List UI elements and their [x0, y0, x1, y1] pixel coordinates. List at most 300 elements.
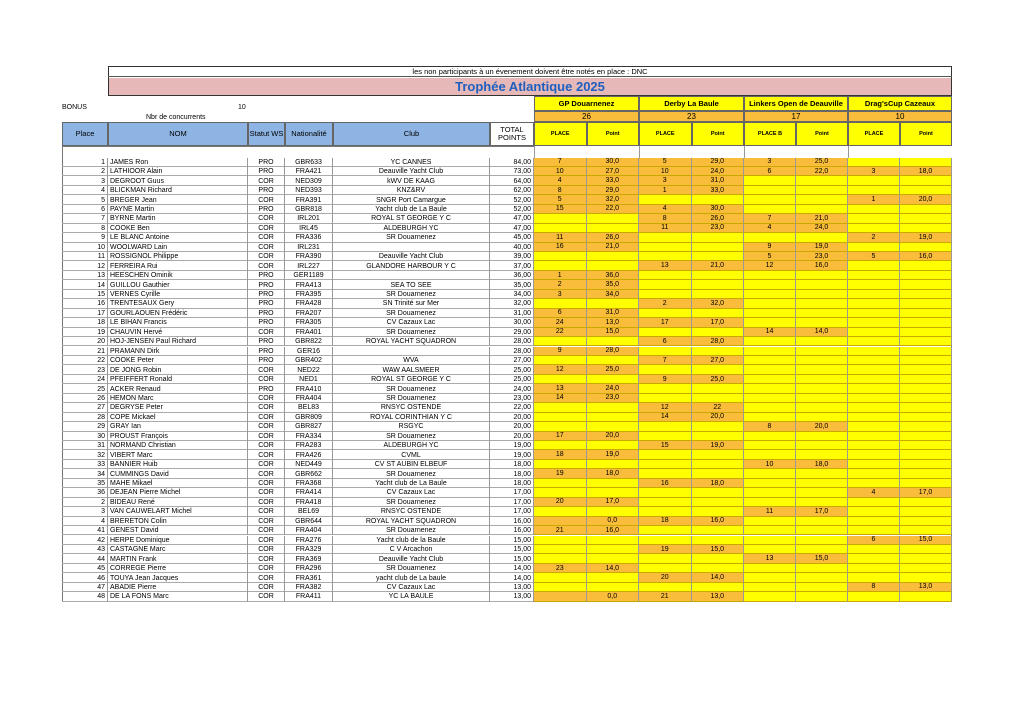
event-point-cell [692, 309, 745, 318]
event-name: Linkers Open de Deauville [744, 96, 848, 111]
name-cell: PAYNE Martin [108, 205, 248, 214]
event-place-cell [639, 469, 692, 478]
total-cell: 17,00 [490, 488, 534, 497]
event-point-cell: 13,0 [587, 318, 640, 327]
event-point-cell: 15,0 [796, 554, 848, 563]
total-cell: 14,00 [490, 573, 534, 582]
club-cell: SR Douarnenez [333, 526, 490, 535]
event-point-cell [900, 422, 952, 431]
club-cell: GLANDORE HARBOUR Y C [333, 261, 490, 270]
nationality-cell: NED309 [285, 176, 333, 185]
event-place-cell: 3 [534, 290, 587, 299]
event-place-cell [848, 365, 900, 374]
event-point-cell: 23,0 [692, 224, 745, 233]
event-point-cell [692, 365, 745, 374]
event-point-cell: 15,0 [692, 545, 745, 554]
name-cell: GUILLOU Gauthier [108, 280, 248, 289]
club-cell: CV Cazaux Lac [333, 583, 490, 592]
event-point-cell: 16,0 [692, 517, 745, 526]
event-point-cell [900, 479, 952, 488]
nationality-cell: FRA207 [285, 309, 333, 318]
event-point-cell: 20,0 [900, 195, 952, 204]
total-cell: 17,00 [490, 507, 534, 516]
event-place-cell [848, 205, 900, 214]
name-cell: BYRNE Martin [108, 214, 248, 223]
event-place-cell [848, 498, 900, 507]
event-place-cell [744, 186, 796, 195]
nationality-cell: FRA428 [285, 299, 333, 308]
name-cell: TOUYA Jean Jacques [108, 573, 248, 582]
event-place-cell: 16 [639, 479, 692, 488]
statut-cell: COR [248, 176, 285, 185]
event-point-cell [796, 469, 848, 478]
event-point-cell [587, 460, 640, 469]
event-place-cell: 14 [744, 328, 796, 337]
event-point-cell [796, 384, 848, 393]
event-point-cell: 13,0 [692, 592, 745, 601]
event-place-cell [744, 583, 796, 592]
event-place-cell [534, 422, 587, 431]
event-point-cell: 18,0 [587, 469, 640, 478]
place-cell: 24 [62, 375, 108, 384]
event-place-cell [534, 337, 587, 346]
name-cell: DE LA FONS Marc [108, 592, 248, 601]
nationality-cell: FRA368 [285, 479, 333, 488]
event-point-cell [900, 309, 952, 318]
event-point-cell [900, 394, 952, 403]
event-place-cell: 6 [848, 536, 900, 545]
event-point-cell [587, 507, 640, 516]
event-place-cell: 11 [534, 233, 587, 242]
event-point-cell [796, 573, 848, 582]
page-title: Trophée Atlantique 2025 [109, 78, 951, 95]
event-count: 10 [848, 111, 952, 122]
total-cell: 47,00 [490, 214, 534, 223]
event-place-cell [848, 158, 900, 167]
event-point-cell: 18,0 [692, 479, 745, 488]
statut-cell: COR [248, 592, 285, 601]
event-point-cell [900, 347, 952, 356]
event-point-cell [796, 375, 848, 384]
total-cell: 28,00 [490, 337, 534, 346]
club-cell: ALDEBURGH YC [333, 441, 490, 450]
event-place-cell: 5 [534, 195, 587, 204]
event-place-cell: 18 [534, 450, 587, 459]
event-point-cell [692, 394, 745, 403]
nationality-cell: GER1189 [285, 271, 333, 280]
total-cell: 73,00 [490, 167, 534, 176]
name-cell: COOKE Ben [108, 224, 248, 233]
nationality-cell: GBR822 [285, 337, 333, 346]
statut-cell: COR [248, 479, 285, 488]
event-point-header: Point [900, 122, 952, 146]
nationality-cell: IRL231 [285, 243, 333, 252]
club-cell: SN Trinité sur Mer [333, 299, 490, 308]
place-cell: 11 [62, 252, 108, 261]
event-point-cell [692, 554, 745, 563]
event-place-cell [534, 554, 587, 563]
event-place-cell: 1 [848, 195, 900, 204]
name-cell: BANNIER Huib [108, 460, 248, 469]
event-place-cell [848, 224, 900, 233]
nbr-concurrents-label: Nbr de concurrents [146, 114, 206, 121]
total-cell: 15,00 [490, 536, 534, 545]
event-point-cell [692, 498, 745, 507]
place-cell: 1 [62, 158, 108, 167]
event-point-cell: 25,0 [692, 375, 745, 384]
club-cell: ALDEBURGH YC [333, 224, 490, 233]
event-point-cell: 24,0 [692, 167, 745, 176]
place-cell: 23 [62, 365, 108, 374]
event-point-cell: 32,0 [692, 299, 745, 308]
place-cell: 41 [62, 526, 108, 535]
event-point-cell [692, 384, 745, 393]
name-cell: PFEIFFERT Ronald [108, 375, 248, 384]
place-cell: 27 [62, 403, 108, 412]
nationality-cell: GBR402 [285, 356, 333, 365]
statut-cell: COR [248, 517, 285, 526]
nationality-cell: FRA401 [285, 328, 333, 337]
event-point-cell: 16,0 [796, 261, 848, 270]
event-place-cell: 1 [534, 271, 587, 280]
event-point-cell [900, 261, 952, 270]
event-point-cell [796, 564, 848, 573]
event-place-cell [639, 252, 692, 261]
nationality-cell: GER16 [285, 347, 333, 356]
event-point-cell [796, 309, 848, 318]
event-place-cell: 17 [639, 318, 692, 327]
event-point-cell [900, 375, 952, 384]
event-place-cell: 14 [534, 394, 587, 403]
event-point-cell [900, 271, 952, 280]
nationality-cell: FRA411 [285, 592, 333, 601]
event-point-cell [900, 498, 952, 507]
event-point-cell [796, 441, 848, 450]
place-cell: 44 [62, 554, 108, 563]
event-point-cell: 33,0 [587, 176, 640, 185]
club-cell [333, 347, 490, 356]
event-point-cell [587, 422, 640, 431]
event-place-cell [848, 375, 900, 384]
statut-cell: PRO [248, 290, 285, 299]
event-point-cell [796, 450, 848, 459]
statut-cell: PRO [248, 347, 285, 356]
event-place-cell [534, 592, 587, 601]
place-cell: 32 [62, 450, 108, 459]
place-cell: 26 [62, 394, 108, 403]
event-place-cell [744, 205, 796, 214]
event-point-cell [900, 384, 952, 393]
nationality-cell: FRA336 [285, 233, 333, 242]
event-place-cell: 20 [639, 573, 692, 582]
event-place-cell [744, 375, 796, 384]
statut-cell: COR [248, 441, 285, 450]
event-place-cell: 4 [744, 224, 796, 233]
event-place-cell: 6 [534, 309, 587, 318]
event-point-cell [692, 422, 745, 431]
place-cell: 4 [62, 186, 108, 195]
event-point-cell: 21,0 [692, 261, 745, 270]
event-point-cell [692, 469, 745, 478]
total-cell: 40,00 [490, 243, 534, 252]
total-cell: 14,00 [490, 564, 534, 573]
event-place-cell: 22 [534, 328, 587, 337]
statut-cell: PRO [248, 384, 285, 393]
nationality-cell: FRA329 [285, 545, 333, 554]
event-place-cell [848, 432, 900, 441]
name-cell: COOKE Peter [108, 356, 248, 365]
event-point-cell: 35,0 [587, 280, 640, 289]
statut-cell: PRO [248, 299, 285, 308]
name-cell: TRENTESAUX Gery [108, 299, 248, 308]
event-place-cell [848, 422, 900, 431]
event-point-cell [900, 299, 952, 308]
event-place-cell: 12 [639, 403, 692, 412]
statut-cell: COR [248, 224, 285, 233]
event-point-cell: 16,0 [587, 526, 640, 535]
name-cell: VIBERT Marc [108, 450, 248, 459]
event-point-cell [587, 337, 640, 346]
event-point-cell [692, 460, 745, 469]
event-place-cell [639, 233, 692, 242]
nationality-cell: FRA395 [285, 290, 333, 299]
statut-cell: COR [248, 365, 285, 374]
event-place-cell: 23 [534, 564, 587, 573]
event-place-cell [848, 337, 900, 346]
event-point-cell: 21,0 [587, 243, 640, 252]
nationality-cell: BEL69 [285, 507, 333, 516]
event-point-cell [796, 432, 848, 441]
event-point-cell: 18,0 [796, 460, 848, 469]
club-cell: WAW AALSMEER [333, 365, 490, 374]
event-place-cell [639, 271, 692, 280]
event-place-cell: 8 [534, 186, 587, 195]
total-cell: 30,00 [490, 318, 534, 327]
event-place-cell [744, 450, 796, 459]
nationality-cell: FRA410 [285, 384, 333, 393]
event-point-cell: 22,0 [587, 205, 640, 214]
event-point-cell: 32,0 [587, 195, 640, 204]
event-point-cell: 25,0 [587, 365, 640, 374]
event-place-cell [848, 243, 900, 252]
event-place-cell [848, 507, 900, 516]
name-cell: LATHIOOR Alain [108, 167, 248, 176]
event-place-header: PLACE B [744, 122, 796, 146]
event-name: Drag'sCup Cazeaux [848, 96, 952, 111]
total-cell: 28,00 [490, 347, 534, 356]
total-cell: 20,00 [490, 422, 534, 431]
nationality-cell: IRL45 [285, 224, 333, 233]
club-cell: ROYAL ST GEORGE Y C [333, 375, 490, 384]
name-cell: GRAY Ian [108, 422, 248, 431]
total-cell: 18,00 [490, 479, 534, 488]
event-point-cell [900, 432, 952, 441]
event-place-cell: 9 [744, 243, 796, 252]
event-point-cell [587, 375, 640, 384]
event-point-cell [900, 280, 952, 289]
club-cell: Yacht club de La Baule [333, 205, 490, 214]
name-cell: COPE Mickael [108, 413, 248, 422]
club-cell: ROYAL YACHT SQUADRON [333, 517, 490, 526]
event-place-cell [744, 432, 796, 441]
event-place-cell: 2 [534, 280, 587, 289]
event-place-cell [848, 214, 900, 223]
nationality-cell: FRA382 [285, 583, 333, 592]
event-point-cell [900, 526, 952, 535]
place-cell: 29 [62, 422, 108, 431]
event-place-cell [639, 460, 692, 469]
event-place-cell [848, 186, 900, 195]
total-cell: 52,00 [490, 195, 534, 204]
event-place-cell [848, 450, 900, 459]
total-cell: 13,00 [490, 592, 534, 601]
event-point-cell [900, 337, 952, 346]
event-place-cell: 7 [639, 356, 692, 365]
event-point-cell [692, 252, 745, 261]
event-place-cell [744, 290, 796, 299]
event-point-cell [587, 545, 640, 554]
statut-cell: COR [248, 488, 285, 497]
event-point-cell [900, 214, 952, 223]
event-place-cell [744, 573, 796, 582]
place-cell: 6 [62, 205, 108, 214]
event-point-cell: 20,0 [587, 432, 640, 441]
name-cell: FERREIRA Rui [108, 261, 248, 270]
event-place-cell: 21 [639, 592, 692, 601]
event-point-cell: 34,0 [587, 290, 640, 299]
spacer-cell [534, 146, 639, 158]
event-point-cell [796, 233, 848, 242]
dnc-notice: les non participants à un évenement doivent être notés en place : DNC [108, 67, 952, 77]
club-cell: SR Douarnenez [333, 309, 490, 318]
event-place-cell [848, 526, 900, 535]
nationality-cell: GBR662 [285, 469, 333, 478]
place-cell: 30 [62, 432, 108, 441]
event-point-cell [796, 394, 848, 403]
event-place-cell [639, 365, 692, 374]
event-point-cell: 30,0 [587, 158, 640, 167]
name-cell: VAN CAUWELART Michel [108, 507, 248, 516]
event-point-cell [796, 318, 848, 327]
name-cell: HEMON Marc [108, 394, 248, 403]
nationality-cell: FRA305 [285, 318, 333, 327]
nationality-cell: FRA391 [285, 195, 333, 204]
nationality-cell: BEL83 [285, 403, 333, 412]
name-cell: DEJEAN Pierre Michel [108, 488, 248, 497]
total-cell: 35,00 [490, 280, 534, 289]
event-place-cell [744, 195, 796, 204]
statut-cell: PRO [248, 318, 285, 327]
event-place-cell: 5 [744, 252, 796, 261]
event-place-cell: 18 [639, 517, 692, 526]
event-point-cell [587, 441, 640, 450]
event-place-cell [848, 328, 900, 337]
event-place-cell [848, 460, 900, 469]
event-point-cell [900, 441, 952, 450]
event-place-cell: 8 [639, 214, 692, 223]
nationality-cell: FRA283 [285, 441, 333, 450]
total-points-header: TOTAL POINTS [490, 122, 534, 146]
statut-cell: COR [248, 328, 285, 337]
club-cell: SR Douarnenez [333, 233, 490, 242]
statut-cell: COR [248, 252, 285, 261]
event-point-cell: 36,0 [587, 271, 640, 280]
event-place-cell [639, 536, 692, 545]
club-header: Club [333, 122, 490, 146]
total-cell: 34,00 [490, 290, 534, 299]
event-place-cell [639, 498, 692, 507]
total-cell: 22,00 [490, 403, 534, 412]
event-place-cell [848, 554, 900, 563]
event-point-cell [692, 583, 745, 592]
event-place-cell [639, 488, 692, 497]
total-cell: 18,00 [490, 460, 534, 469]
statut-cell: COR [248, 422, 285, 431]
event-place-cell: 19 [534, 469, 587, 478]
event-point-cell [587, 488, 640, 497]
place-cell: 35 [62, 479, 108, 488]
nationality-cell: FRA418 [285, 498, 333, 507]
event-place-cell [639, 564, 692, 573]
total-cell: 16,00 [490, 517, 534, 526]
event-point-cell: 18,0 [900, 167, 952, 176]
total-cell: 16,00 [490, 526, 534, 535]
place-cell: 19 [62, 328, 108, 337]
name-cell: BRERETON Colin [108, 517, 248, 526]
statut-cell: PRO [248, 309, 285, 318]
nationality-cell: IRL201 [285, 214, 333, 223]
event-point-cell: 23,0 [587, 394, 640, 403]
nationality-cell: NED393 [285, 186, 333, 195]
event-place-cell [744, 536, 796, 545]
total-cell: 15,00 [490, 554, 534, 563]
nationality-cell: FRA296 [285, 564, 333, 573]
event-point-cell [692, 507, 745, 516]
event-place-cell [534, 573, 587, 582]
event-point-cell: 14,0 [587, 564, 640, 573]
event-point-cell [796, 536, 848, 545]
event-place-cell [848, 261, 900, 270]
event-point-cell: 22 [692, 403, 745, 412]
event-point-cell [900, 176, 952, 185]
name-cell: BIDEAU René [108, 498, 248, 507]
event-place-cell: 8 [848, 583, 900, 592]
event-place-cell: 10 [744, 460, 796, 469]
event-place-cell: 1 [639, 186, 692, 195]
club-cell: YC LA BAULE [333, 592, 490, 601]
event-place-cell [534, 413, 587, 422]
event-point-cell: 19,0 [587, 450, 640, 459]
event-place-cell [534, 517, 587, 526]
statut-cell: PRO [248, 167, 285, 176]
nationality-cell: GBR809 [285, 413, 333, 422]
event-place-cell [639, 280, 692, 289]
total-cell: 19,00 [490, 450, 534, 459]
event-place-cell [848, 299, 900, 308]
event-place-cell [744, 413, 796, 422]
event-place-cell: 6 [639, 337, 692, 346]
event-place-cell [639, 450, 692, 459]
club-cell: Deauville Yacht Club [333, 252, 490, 261]
event-point-cell [587, 403, 640, 412]
event-place-cell: 5 [639, 158, 692, 167]
place-cell: 14 [62, 280, 108, 289]
place-cell: 7 [62, 214, 108, 223]
place-cell: 4 [62, 517, 108, 526]
club-cell: SR Douarnenez [333, 394, 490, 403]
event-point-cell [900, 592, 952, 601]
place-cell: 20 [62, 337, 108, 346]
